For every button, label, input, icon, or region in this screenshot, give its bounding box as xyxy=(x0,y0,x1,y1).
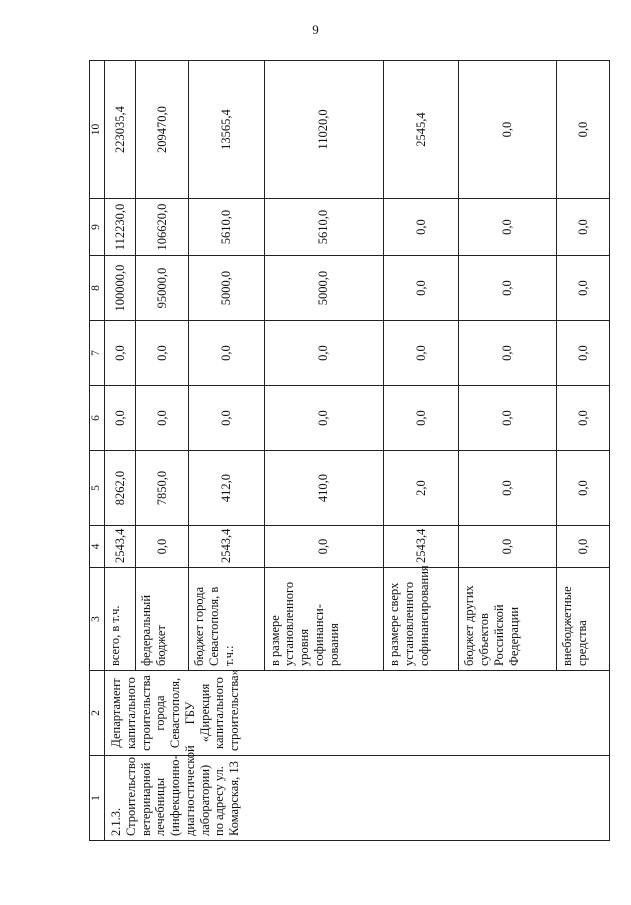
cell-value: 0,0 xyxy=(384,199,459,256)
cell-value: 95000,0 xyxy=(136,256,189,321)
cell-value: 8262,0 xyxy=(105,451,136,526)
cell-value: 112230,0 xyxy=(105,199,136,256)
cell-value: 5000,0 xyxy=(189,256,264,321)
cell-value: 5610,0 xyxy=(264,199,384,256)
row-label: в размере установленного уровня софинанси-рования xyxy=(264,568,384,671)
cell-value: 0,0 xyxy=(556,321,609,386)
row-label: внебюджетные средства xyxy=(556,568,609,671)
cell-value: 0,0 xyxy=(459,321,556,386)
cell-value: 2543,4 xyxy=(105,526,136,568)
cell-value: 0,0 xyxy=(556,386,609,451)
cell-value: 0,0 xyxy=(264,526,384,568)
cell-value: 0,0 xyxy=(264,386,384,451)
item-name: 2.1.3. Строительство ветеринарной лечебницы (инфекционно-диагностической лаборатории) по адресу ул. Комарская, 13 xyxy=(105,756,610,841)
cell-value: 0,0 xyxy=(136,526,189,568)
cell-value: 0,0 xyxy=(384,321,459,386)
cell-value: 2543,4 xyxy=(384,526,459,568)
page-number: 9 xyxy=(312,22,319,37)
column-number-row xyxy=(90,61,105,841)
cell-value: 106620,0 xyxy=(136,199,189,256)
cell-value: 0,0 xyxy=(556,451,609,526)
cell-value: 410,0 xyxy=(264,451,384,526)
cell-value: 209470,0 xyxy=(136,61,189,199)
cell-value: 412,0 xyxy=(189,451,264,526)
cell-value: 223035,4 xyxy=(105,61,136,199)
cell-value: 2543,4 xyxy=(189,526,264,568)
cell-value: 0,0 xyxy=(136,386,189,451)
col-num: 9 xyxy=(90,199,105,256)
row-label: всего, в т.ч. xyxy=(105,568,136,671)
col-num: 8 xyxy=(90,256,105,321)
rotated-table-container xyxy=(89,61,610,841)
col-num: 4 xyxy=(90,526,105,568)
cell-value: 5610,0 xyxy=(189,199,264,256)
row-label: в размере сверх установленного софинансирования xyxy=(384,568,459,671)
cell-value: 0,0 xyxy=(264,321,384,386)
cell-value: 0,0 xyxy=(136,321,189,386)
cell-value: 0,0 xyxy=(459,256,556,321)
cell-value: 0,0 xyxy=(105,386,136,451)
cell-value: 0,0 xyxy=(556,526,609,568)
cell-value: 0,0 xyxy=(189,386,264,451)
col-num: 2 xyxy=(90,671,105,756)
col-num: 3 xyxy=(90,568,105,671)
cell-value: 2,0 xyxy=(384,451,459,526)
cell-value: 0,0 xyxy=(459,61,556,199)
cell-value: 0,0 xyxy=(384,256,459,321)
col-num: 5 xyxy=(90,451,105,526)
col-num: 1 xyxy=(90,756,105,841)
cell-value: 0,0 xyxy=(459,386,556,451)
row-label: бюджет города Севастополя, в т.ч.: xyxy=(189,568,264,671)
cell-value: 2545,4 xyxy=(384,61,459,199)
cell-value: 0,0 xyxy=(189,321,264,386)
cell-value: 0,0 xyxy=(459,199,556,256)
cell-value: 13565,4 xyxy=(189,61,264,199)
col-num: 6 xyxy=(90,386,105,451)
item-executor: Департамент капитального строительства города Севастополя, ГБУ «Дирекция капитального строительства» xyxy=(105,671,610,756)
cell-value: 100000,0 xyxy=(105,256,136,321)
cell-value: 0,0 xyxy=(384,386,459,451)
cell-value: 0,0 xyxy=(556,61,609,199)
row-label: бюджет других субъектов Российской Федерации xyxy=(459,568,556,671)
cell-value: 0,0 xyxy=(459,451,556,526)
cell-value: 0,0 xyxy=(105,321,136,386)
col-num: 10 xyxy=(90,61,105,199)
cell-value: 7850,0 xyxy=(136,451,189,526)
cell-value: 11020,0 xyxy=(264,61,384,199)
cell-value: 0,0 xyxy=(556,199,609,256)
table-row xyxy=(105,61,136,841)
cell-value: 0,0 xyxy=(459,526,556,568)
row-label: федеральный бюджет xyxy=(136,568,189,671)
col-num: 7 xyxy=(90,321,105,386)
cell-value: 5000,0 xyxy=(264,256,384,321)
funding-table xyxy=(89,60,610,841)
cell-value: 0,0 xyxy=(556,256,609,321)
